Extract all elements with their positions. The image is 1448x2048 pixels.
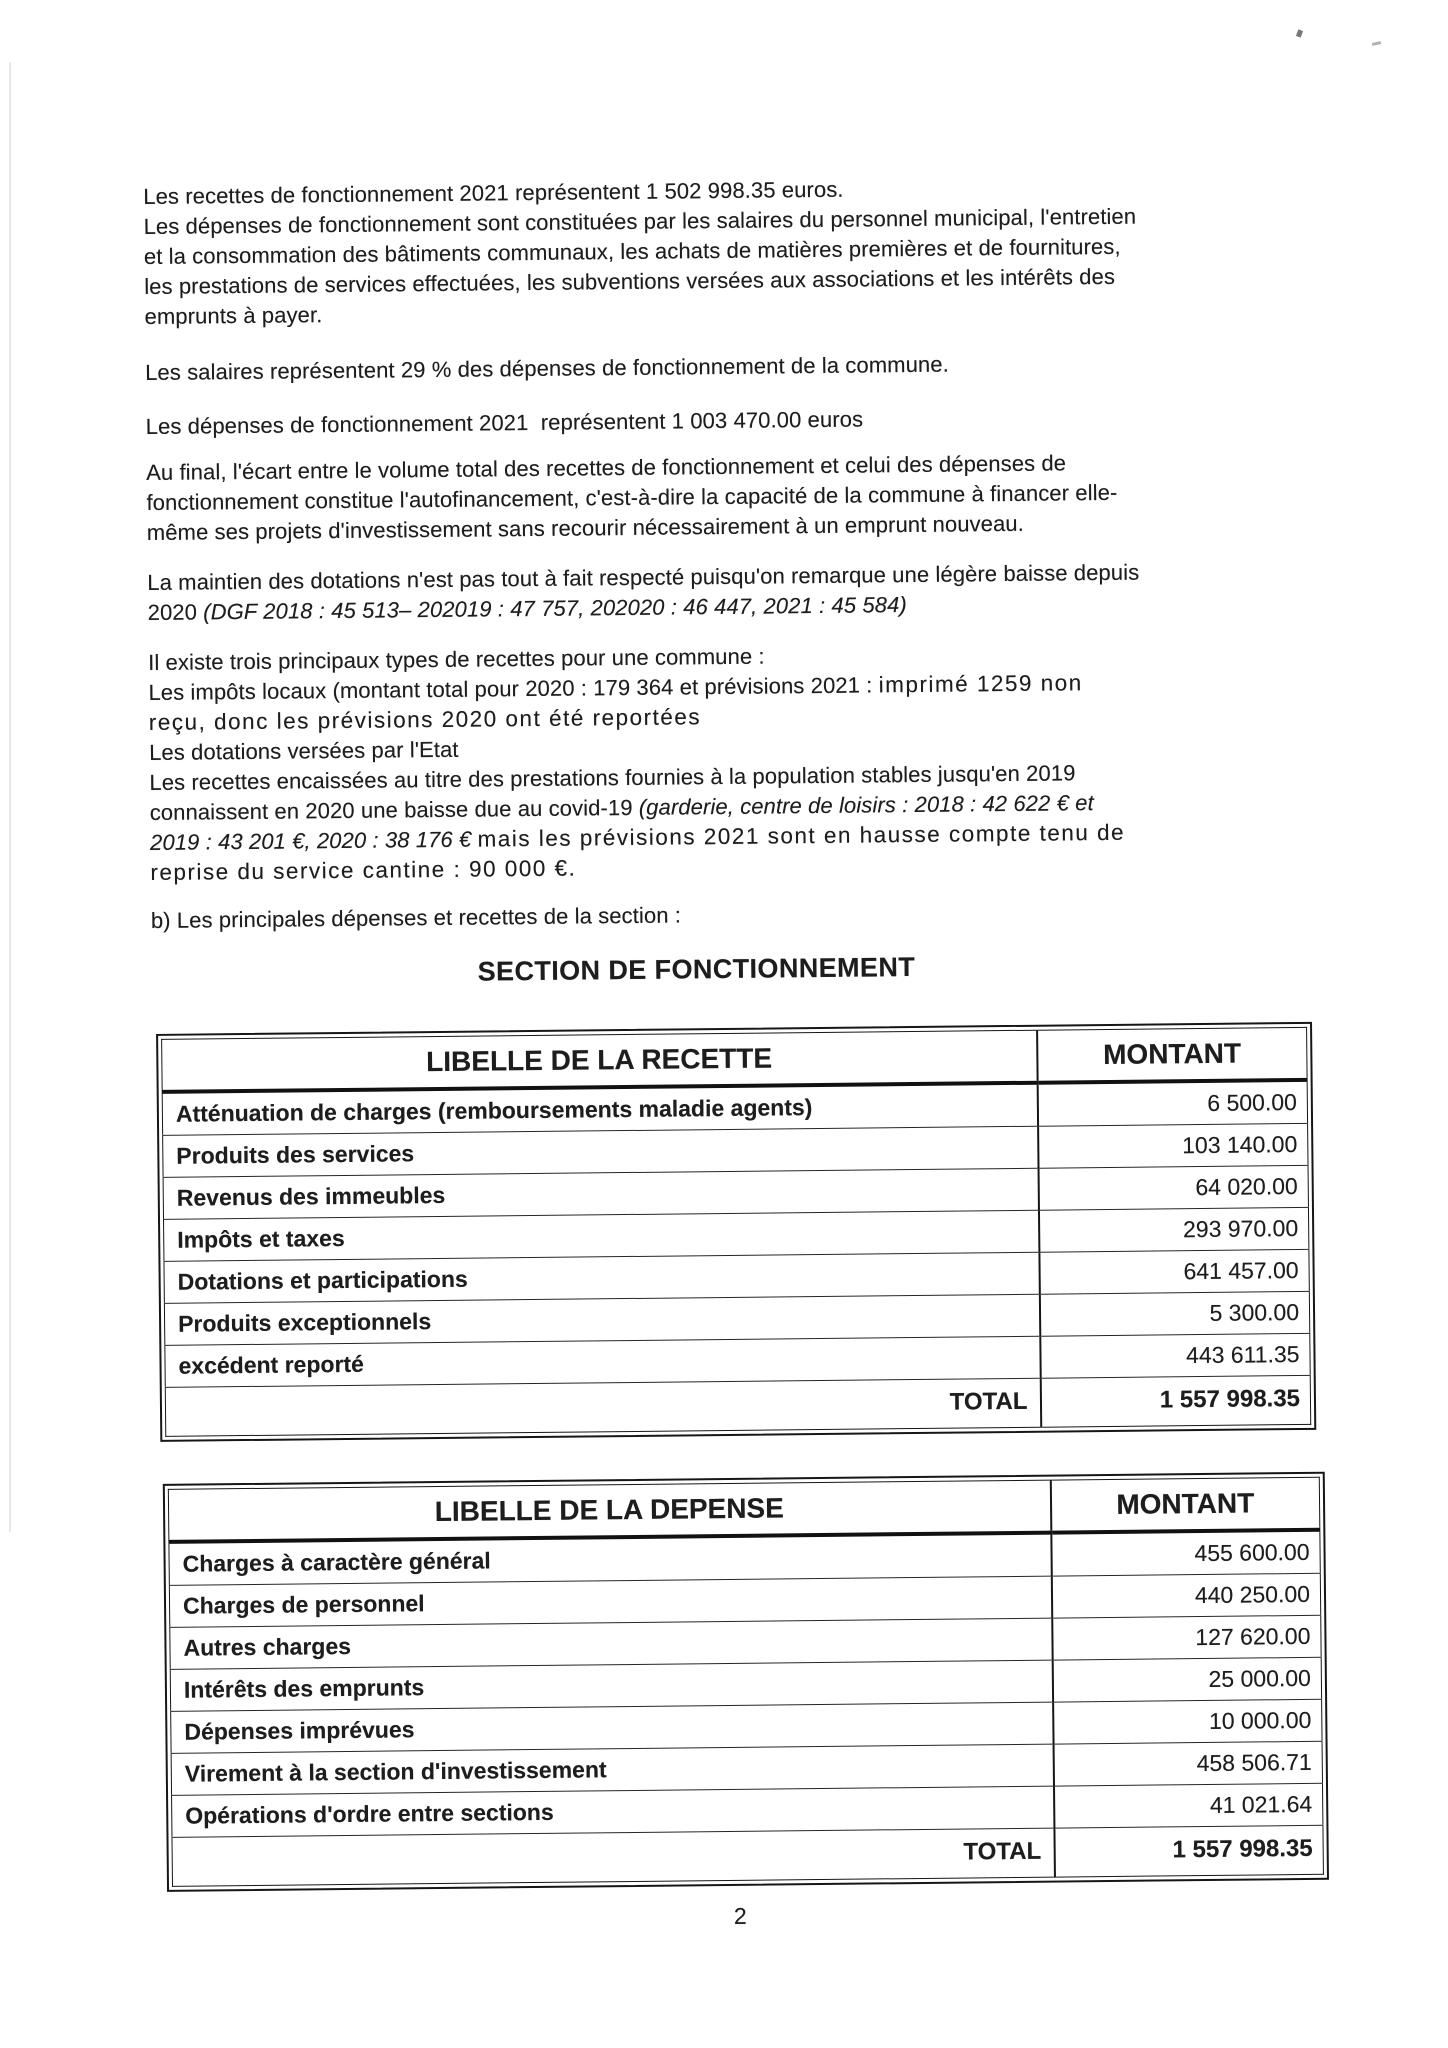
paragraph-depenses-2021 [146,400,1321,442]
recettes-table [156,1022,1316,1442]
paragraph-autofinancement [146,446,1322,548]
table-cell-amount: 458 506.71 [1053,1741,1322,1786]
text-line: b) Les principales dépenses et recettes de la section : [150,902,682,933]
table-cell-label: Dotations et participations [164,1252,1039,1303]
text-segment-italic: 2019 : 43 201 €, 2020 : 38 176 € [149,826,478,855]
table-cell-amount: 6 500.00 [1037,1080,1307,1126]
table-cell-label: Charges de personnel [169,1576,1051,1627]
text-segment-italic: (garderie, centre de loisirs : 2018 : 42 622 € et [638,790,1094,820]
table-cell-amount: 103 140.00 [1038,1123,1308,1168]
table-cell-amount: 10 000.00 [1053,1699,1322,1744]
table-cell-amount: 5 300.00 [1039,1291,1309,1336]
text-line: La maintien des dotations n'est pas tout à fait respecté puisqu'on remarque une légère baisse depuis [147,559,1140,596]
table-cell-label: Impôts et taxes [164,1210,1039,1261]
table-cell-label: Charges à caractère général [169,1533,1051,1586]
paragraph-recettes-depenses [143,170,1320,332]
text-line: Les salaires représentent 29 % des dépenses de fonctionnement de la commune. [145,351,949,386]
text-line: Les dépenses de fonctionnement 2021 représentent 1 003 470.00 euros [145,406,864,440]
text-line: emprunts à payer. [144,302,323,330]
text-line: reprise du service cantine : 90 000 €. [150,855,577,885]
text-line: Les dépenses de fonctionnement sont constituées par les salaires du personnel municipal, l'entretien [143,203,1137,240]
recettes-header-amount: MONTANT [1037,1027,1308,1082]
text-line: les prestations de services effectuées, les subventions versées aux associations et les intérêts des [144,263,1116,300]
text-line: Les dotations versées par l'Etat [148,736,459,766]
text-segment: Les impôts locaux (montant total pour 2020 : 179 364 et prévisions 2021 : [148,672,879,706]
text-line: Les recettes encaissées au titre des prestations fournies à la population stables jusqu'en 2019 [149,760,1076,796]
table-total-amount: 1 557 998.35 [1054,1825,1323,1877]
text-segment-italic: (DGF 2018 : 45 513– 202019 : 47 757, 202020 : 46 447, 2021 : 45 584) [203,592,907,625]
page-number: 2 [733,1902,747,1929]
paragraph-types-recettes [148,636,1325,888]
table-total-label: TOTAL [165,1378,1040,1436]
depenses-table [163,1472,1329,1892]
table-total-label: TOTAL [172,1828,1054,1886]
table-cell-label: Autres charges [170,1618,1052,1669]
paragraph-dotations [147,556,1323,628]
text-line: Les recettes de fonctionnement 2021 représentent 1 502 998.35 euros. [143,176,844,210]
table-cell-label: excédent reporté [165,1336,1040,1387]
table-cell-amount: 440 250.00 [1051,1573,1320,1618]
text-line: Au final, l'écart entre le volume total des recettes de fonctionnement et celui des dépenses de [146,450,1067,486]
text-line: même ses projets d'investissement sans recourir nécessairement à un emprunt nouveau. [146,510,1025,546]
table-cell-amount: 41 021.64 [1053,1783,1322,1828]
text-segment: mais les prévisions 2021 sont en hausse compte tenu de [477,819,1126,852]
table-cell-amount: 443 611.35 [1040,1333,1310,1378]
text-segment: 2020 [147,599,204,626]
text-line: fonctionnement constitue l'autofinancement, c'est-à-dire la capacité de la commune à financer elle- [146,479,1118,516]
depenses-header-label: LIBELLE DE LA DEPENSE [168,1480,1051,1542]
table-cell-label: Opérations d'ordre entre sections [172,1786,1054,1837]
paragraph-section-intro [151,894,1326,936]
table-cell-amount: 127 620.00 [1052,1615,1321,1660]
table-cell-label: Revenus des immeubles [163,1168,1038,1219]
table-cell-amount: 641 457.00 [1039,1249,1309,1294]
recettes-header-label: LIBELLE DE LA RECETTE [162,1030,1038,1092]
table-cell-amount: 293 970.00 [1038,1207,1308,1252]
text-line: et la consommation des bâtiments communaux, les achats de matières premières et de fournitures, [143,233,1121,270]
table-cell-label: Produits exceptionnels [164,1294,1039,1345]
table-cell-label: Virement à la section d'investissement [171,1744,1053,1795]
text-line: reçu, donc les prévisions 2020 ont été reportées [148,704,702,736]
table-cell-label: Produits des services [163,1126,1038,1177]
section-heading: SECTION DE FONCTIONNEMENT [477,951,916,987]
table-cell-amount: 64 020.00 [1038,1165,1308,1210]
table-cell-amount: 455 600.00 [1051,1530,1320,1576]
table-cell-label: Atténuation de charges (remboursements maladie agents) [162,1083,1037,1136]
table-cell-amount: 25 000.00 [1052,1657,1321,1702]
paragraph-salaires [145,346,1320,388]
table-total-amount: 1 557 998.35 [1040,1375,1310,1427]
table-cell-label: Dépenses imprévues [171,1702,1053,1753]
table-cell-label: Intérêts des emprunts [170,1660,1052,1711]
text-segment: connaissent en 2020 une baisse due au covid-19 [149,794,639,826]
text-line: Il existe trois principaux types de recettes pour une commune : [148,643,765,676]
depenses-header-amount: MONTANT [1050,1477,1320,1532]
text-segment: imprimé 1259 non [878,670,1083,698]
